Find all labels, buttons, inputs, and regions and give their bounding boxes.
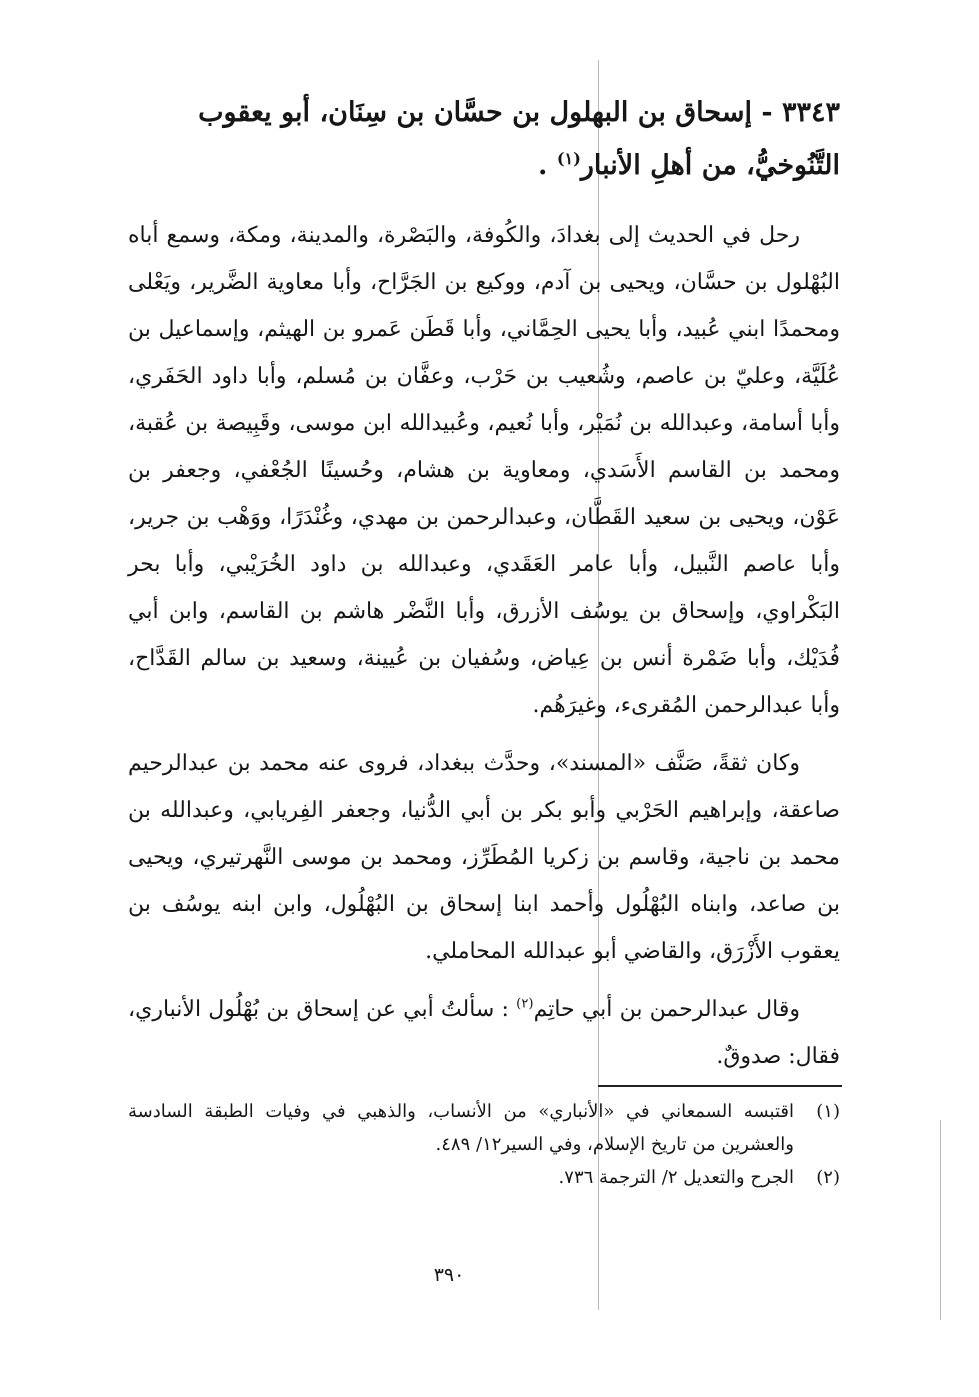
footnote-ref-2: (٢)	[516, 996, 534, 1012]
entry-heading-line-2-text: التَّنُوخيُّ، من أهلِ الأنبار	[580, 150, 840, 181]
footnote-2	[128, 1161, 840, 1194]
footnote-2-number: (٢)	[816, 1167, 840, 1188]
footnote-ref-1: (١)	[556, 149, 581, 168]
body-paragraph-3-before: وقال عبدالرحمن بن أبي حاتِم	[533, 997, 800, 1022]
page-number: ٣٩٠	[433, 1264, 465, 1286]
body-paragraph-1: رحل في الحديث إلى بغدادَ، والكُوفة، والبَصْرة، والمدينة، ومكة، وسمع أباه البُهْلول بن حسَّان، ويحيى بن آدم، ووكيع بن الجَرَّاح، وأبا معاوية الضَّرير، ويَعْلى ومحمدًا ابني عُبيد، وأبا يحيى الحِمَّاني، وأبا قَطَن عَمرو بن الهيثم، وإسماعيل بن عُلَيَّة، وعليّ بن عاصم، وشُعيب بن حَرْب، وعفَّان بن مُسلم، وأبا داود الحَفَري، وأبا أسامة، وعبدالله بن نُمَيْر، وأبا نُعيم، وعُبيدالله ابن موسى، وقَبِيصة بن عُقبة، ومحمد بن القاسم الأَسَدي، ومعاوية بن هشام، وحُسينًا الجُعْفي، وجعفر بن عَوْن، ويحيى بن سعيد القَطَّان، وعبدالرحمن بن مهدي، وغُنْدَرًا، ووَهْب بن جرير، وأبا عاصم النَّبيل، وأبا عامر العَقَدي، وعبدالله بن داود الخُرَيْبي، وأبا بحر البَكْراوي، وإسحاق بن يوسُف الأزرق، وأبا النَّضْر هاشم بن القاسم، وابن أبي فُدَيْك، وأبا ضَمْرة أنس بن عِياض، وسُفيان بن عُيينة، وسعيد بن سالم القَدَّاح، وأبا عبدالرحمن المُقرىء، وغيرَهُم.	[128, 223, 840, 718]
entry-heading-line-1: ٣٣٤٣ - إسحاق بن البهلول بن حسَّان بن سِنَان، أبو يعقوب	[198, 97, 840, 128]
footnotes	[128, 1095, 840, 1194]
body-paragraph-2: وكان ثقةً، صَنَّف «المسند»، وحدَّث ببغداد، فروى عنه محمد بن عبدالرحيم صاعقة، وإبراهيم الحَرْبي وأبو بكر بن أبي الدُّنيا، وجعفر الفِريابي، وعبدالله بن محمد بن ناجية، وقاسم بن زكريا المُطَرِّز، ومحمد بن موسى النَّهرتيري، ويحيى بن صاعد، وابناه البُهْلُول وأحمد ابنا إسحاق بن البُهْلُول، وابن ابنه يوسُف بن يعقوب الأَزْرَق، والقاضي أبو عبدالله المحاملي.	[128, 751, 840, 964]
footnote-1-number: (١)	[816, 1101, 840, 1122]
footnote-separator	[598, 1085, 842, 1087]
entry-body	[128, 212, 840, 1080]
entry-heading	[128, 86, 840, 192]
footnote-1-text: اقتبسه السمعاني في «الأنباري» من الأنساب، والذهبي في وفيات الطبقة السادسة والعشرين من تاريخ الإسلام، وفي السير١٢/ ٤٨٩.	[128, 1101, 794, 1155]
footnote-1	[128, 1095, 840, 1161]
footnote-2-text: الجرح والتعديل ٢/ الترجمة ٧٣٦.	[558, 1167, 794, 1188]
body-paragraph-3-after: : سألتُ أبي عن إسحاق بن بُهْلُول الأنباري، فقال: صدوقٌ.	[128, 997, 840, 1069]
entry-heading-line-2	[128, 139, 840, 192]
body-paragraph-3	[128, 986, 840, 1080]
scan-artifact-line	[940, 1120, 941, 1320]
entry-heading-end: .	[538, 150, 557, 181]
